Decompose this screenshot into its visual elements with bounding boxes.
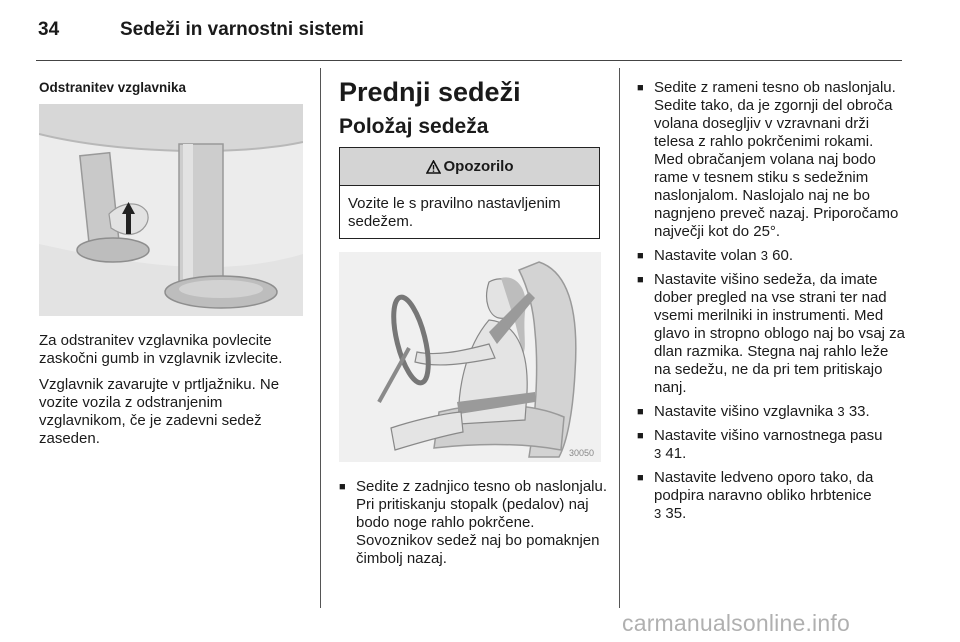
section-heading: Prednji sedeži	[339, 77, 521, 107]
adjustment-step: ■ Nastavite višino sedeža, da imate dober pregled na vse strani ter nad vsemi merilniki in instrumenti. Med glavo in stropno oblogo naj bo vsaj za dlan razmika. Stegna naj rahlo leže na sedežu, ne da pri tem pritiskajo nanj.	[637, 271, 905, 397]
adjustment-step: ■ Nastavite volan 3 60.	[637, 247, 905, 265]
adjustment-step: ■ Sedite z rameni tesno ob naslonjalu. Sedite tako, da je zgornji del obroča volana dosegljiv v vzravnani drži telesa z rahlo pokrčenimi rokami. Med obračanjem volana naj bodo rame v tesnem stiku s sedežnim naslonjalom. Naslojalo naj ne bo nagnjeno preveč nazaj. Priporočamo največji kot do 25°.	[637, 79, 905, 241]
figure-code: 30050	[569, 448, 595, 458]
watermark: carmanualsonline.info	[622, 610, 850, 636]
page-ref-icon: 3	[654, 506, 662, 521]
bullet-sitting-position: ■ Sedite z zadnjico tesno ob naslonjalu. Pri pritiskanju stopalk (pedalov) naj bodo noge rahlo pokrčene. Sovoznikov sedež naj bo pomaknjen čimbolj nazaj.	[339, 478, 607, 568]
seat-position-illustration	[339, 252, 601, 462]
column-divider-right	[619, 68, 620, 608]
column-divider-left	[320, 68, 321, 608]
headrest-removal-illustration	[39, 104, 303, 316]
warning-header	[340, 148, 599, 186]
warning-title: Opozorilo	[443, 158, 514, 175]
adjustment-step: ■ Nastavite višino vzglavnika 3 33.	[637, 403, 905, 421]
warning-text: Vozite le s pravilno nastavljenim sedežem.	[348, 195, 561, 230]
left-text	[39, 332, 307, 456]
right-column	[637, 79, 905, 529]
page-ref-icon: 3	[837, 404, 845, 419]
middle-bullets	[339, 478, 607, 574]
page-header-title: Sedeži in varnostni sistemi	[120, 19, 364, 40]
adjustment-step: ■ Nastavite višino varnostnega pasu 3 41.	[637, 427, 905, 463]
warning-box	[339, 147, 600, 239]
section-subheading: Položaj sedeža	[339, 115, 489, 138]
page-ref-icon: 3	[760, 248, 768, 263]
headrest-removal-text-1: Za odstranitev vzglavnika povlecite zaskočni gumb in vzglavnik izvlecite.	[39, 332, 283, 367]
adjustment-steps-list	[637, 79, 905, 523]
header-rule	[36, 60, 902, 61]
page-number: 34	[38, 19, 60, 40]
adjustment-step: ■ Nastavite ledveno oporo tako, da podpira naravno obliko hrbtenice 3 35.	[637, 469, 905, 523]
middle-column-headings	[339, 76, 607, 140]
headrest-removal-subheading: Odstranitev vzglavnika	[39, 80, 187, 95]
headrest-removal-text-2: Vzglavnik zavarujte v prtljažniku. Ne vozite vozila z odstranjenim vzglavnikom, če je zadevni sedež zaseden.	[39, 376, 280, 447]
page-ref-icon: 3	[654, 446, 662, 461]
left-column	[39, 79, 307, 97]
warning-triangle-icon	[426, 160, 441, 174]
